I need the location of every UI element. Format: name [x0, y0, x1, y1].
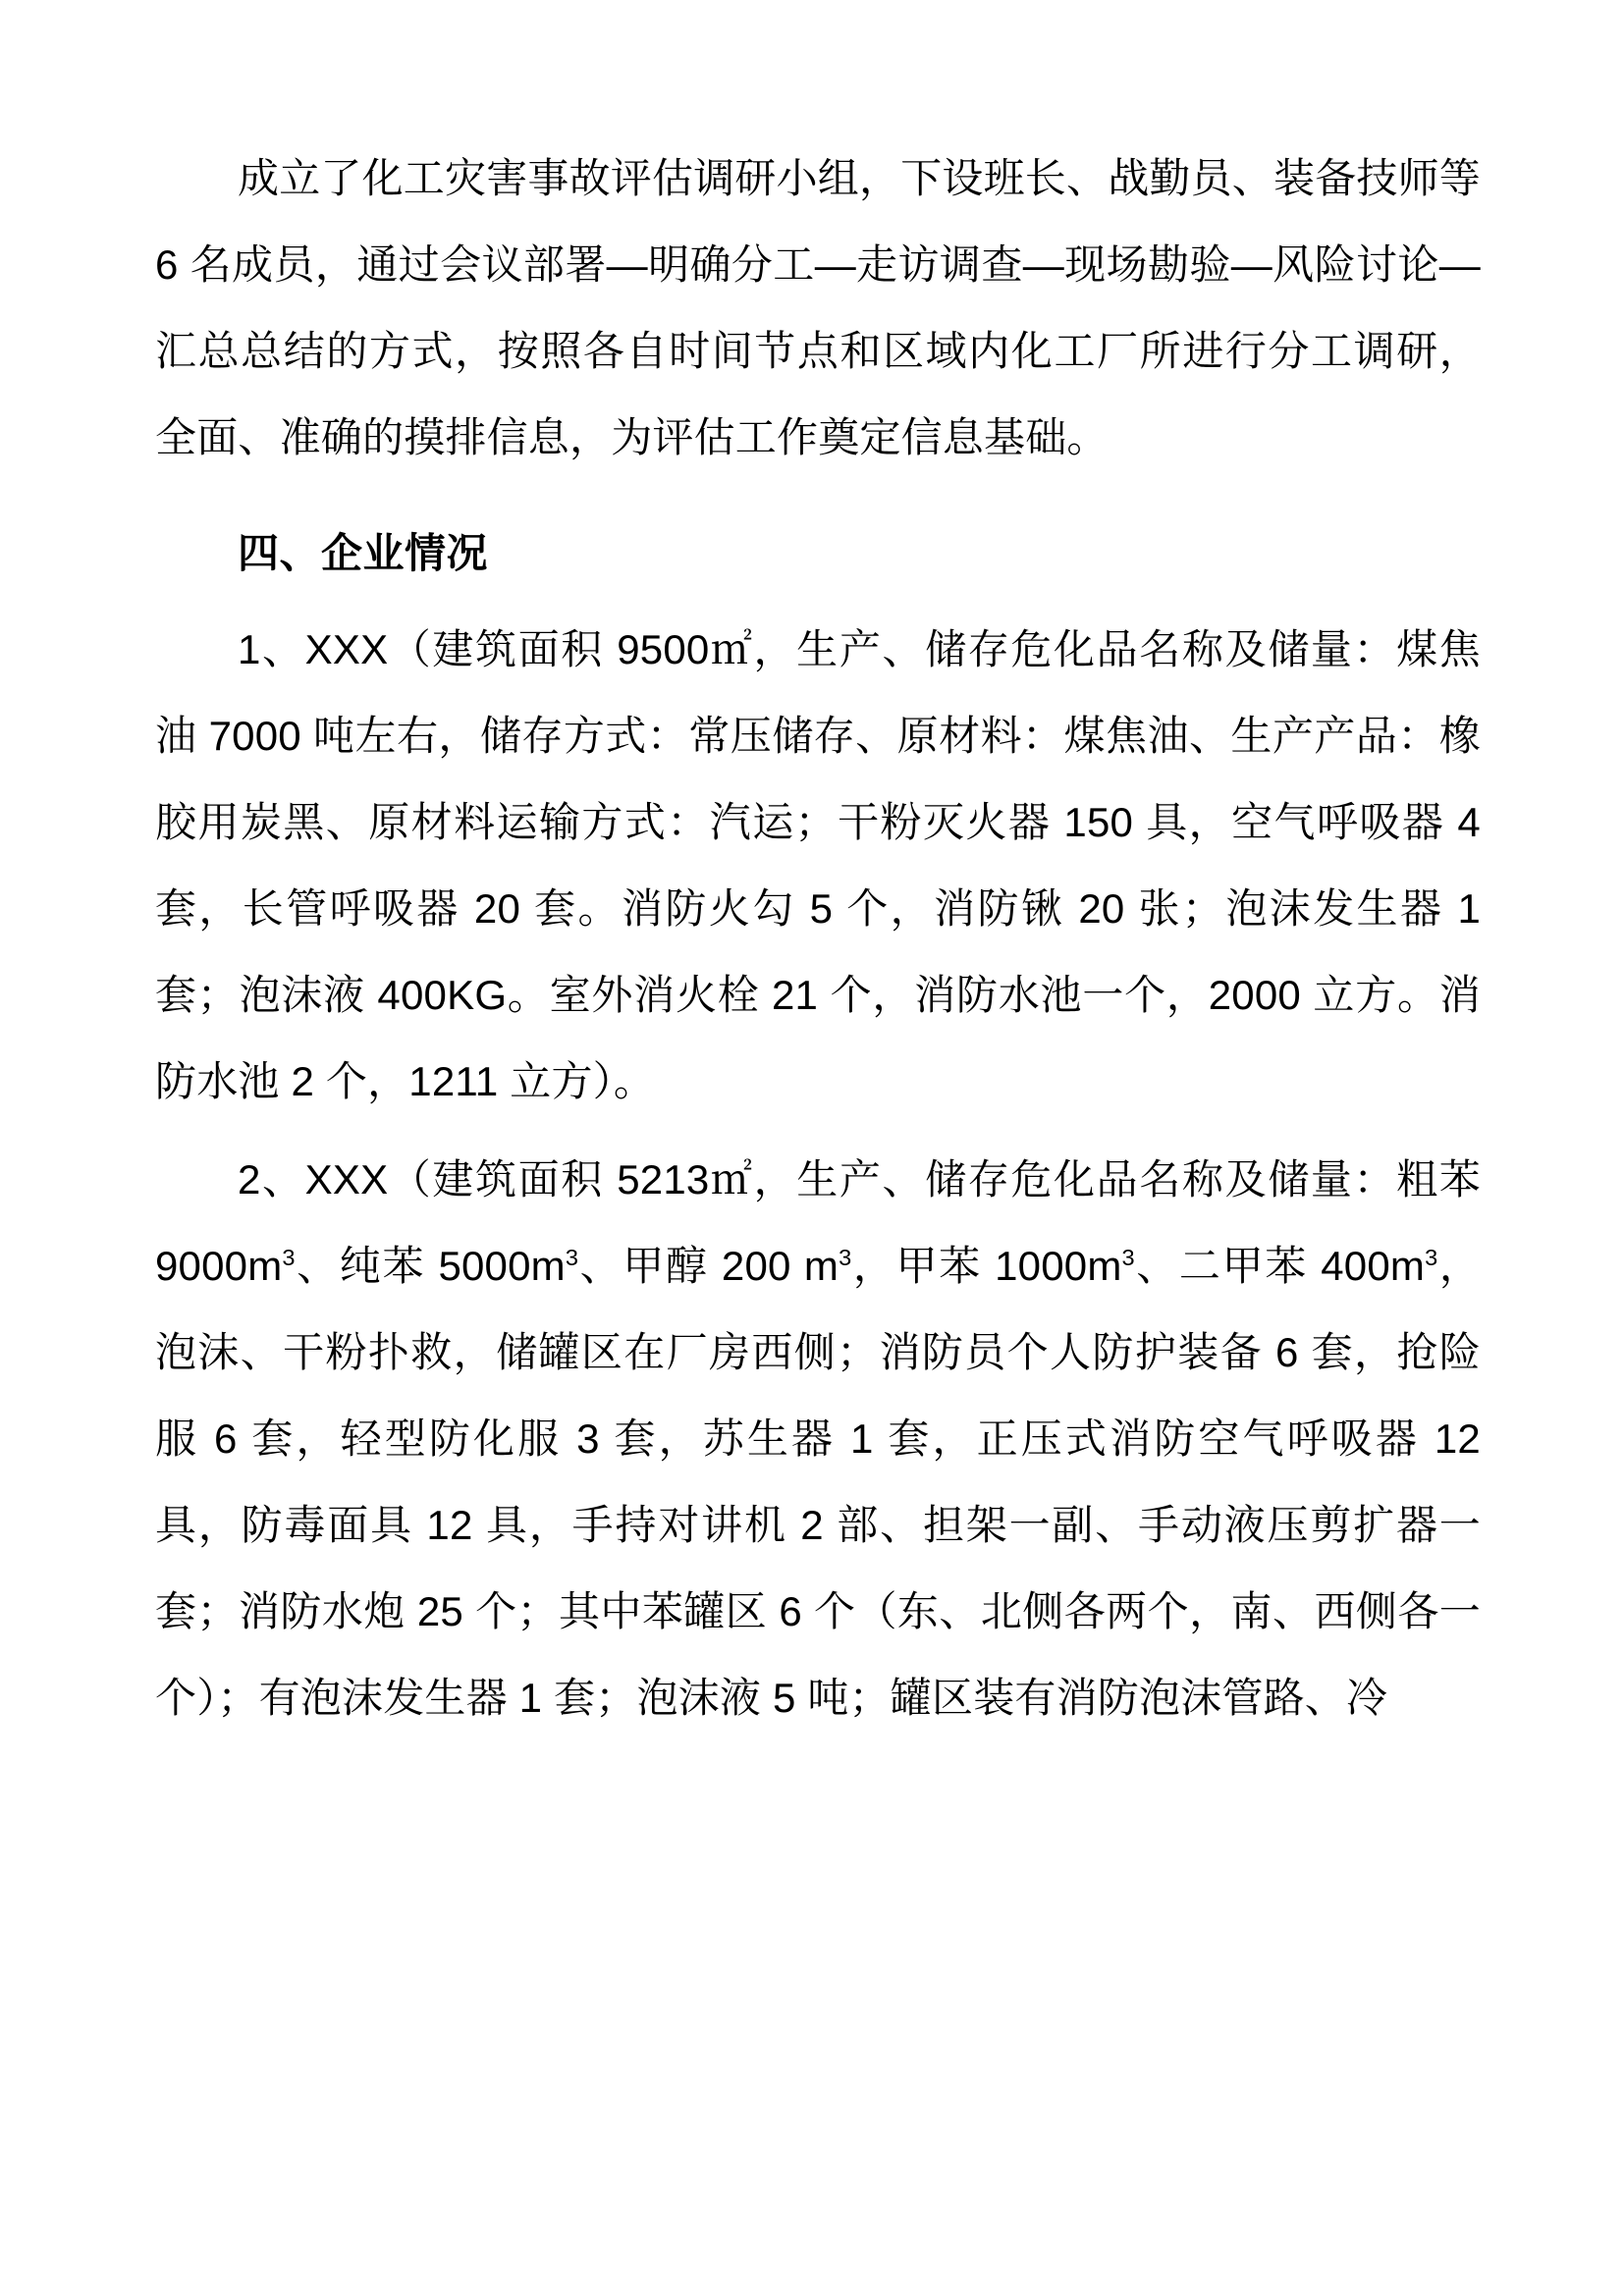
item2-superscript-5: 3	[1425, 1245, 1438, 1270]
item2-text-part-7: ，泡沫、干粉扑救，储罐区在厂房西侧；消防员个人防护装备 6 套，抢险服 6 套，轻型防化服 3 套，苏生器 1 套，正压式消防空气呼吸器 12 具，防毒面具 12 具，手持对讲机 2 部、担架一副、手动液压剪扩器一套；消防水炮 25 个；其中苯罐区 6 个（东、北侧各两个，南、西侧各一个）；有泡沫发生器 1 套；泡沫液 5 吨；罐区装有消防泡沫管路、冷	[155, 1243, 1482, 1721]
item2-text-part-1: 2、XXX（建筑面积 5213	[238, 1156, 710, 1202]
item2-text-part-6: 、二甲苯 400m	[1134, 1243, 1426, 1289]
enterprise-item-1-paragraph: 1、XXX（建筑面积 9500㎡，生产、储存危化品名称及储量：煤焦油 7000 吨左右，储存方式：常压储存、原材料：煤焦油、生产产品：橡胶用炭黑、原材料运输方式：汽运；干粉灭火器 150 具，空气呼吸器 4 套，长管呼吸器 20 套。消防火勾 5 个，消防锹 20 张；泡沫发生器 1 套；泡沫液 400KG。室外消火栓 21 个，消防水池一个，2000 立方。消防水池 2 个，1211 立方）。	[155, 626, 1481, 1104]
item2-unit-square-meter: ㎡	[709, 1156, 754, 1202]
item2-text-part-5: ，甲苯 1000m	[851, 1243, 1122, 1289]
document-body	[155, 135, 1481, 1741]
paragraph-research-group: 成立了化工灾害事故评估调研小组，下设班长、战勤员、装备技师等 6 名成员，通过会议部署—明确分工—走访调查—现场勘验—风险讨论—汇总总结的方式，按照各自时间节点和区域内化工厂所进行分工调研，全面、准确的摸排信息，为评估工作奠定信息基础。	[155, 155, 1482, 460]
item2-text-part-2: ，生产、储存危化品名称及储量：粗苯 9000m	[155, 1156, 1482, 1289]
item2-text-part-4: 、甲醇 200 m	[578, 1243, 839, 1289]
item2-superscript-1: 3	[282, 1245, 296, 1270]
enterprise-item-2-paragraph	[155, 1137, 1481, 1741]
item2-superscript-4: 3	[1121, 1245, 1135, 1270]
item2-superscript-2: 3	[565, 1245, 579, 1270]
section-heading-enterprise-situation: 四、企业情况	[238, 530, 489, 576]
item2-superscript-3: 3	[839, 1245, 852, 1270]
item2-text-part-3: 、纯苯 5000m	[295, 1243, 566, 1289]
